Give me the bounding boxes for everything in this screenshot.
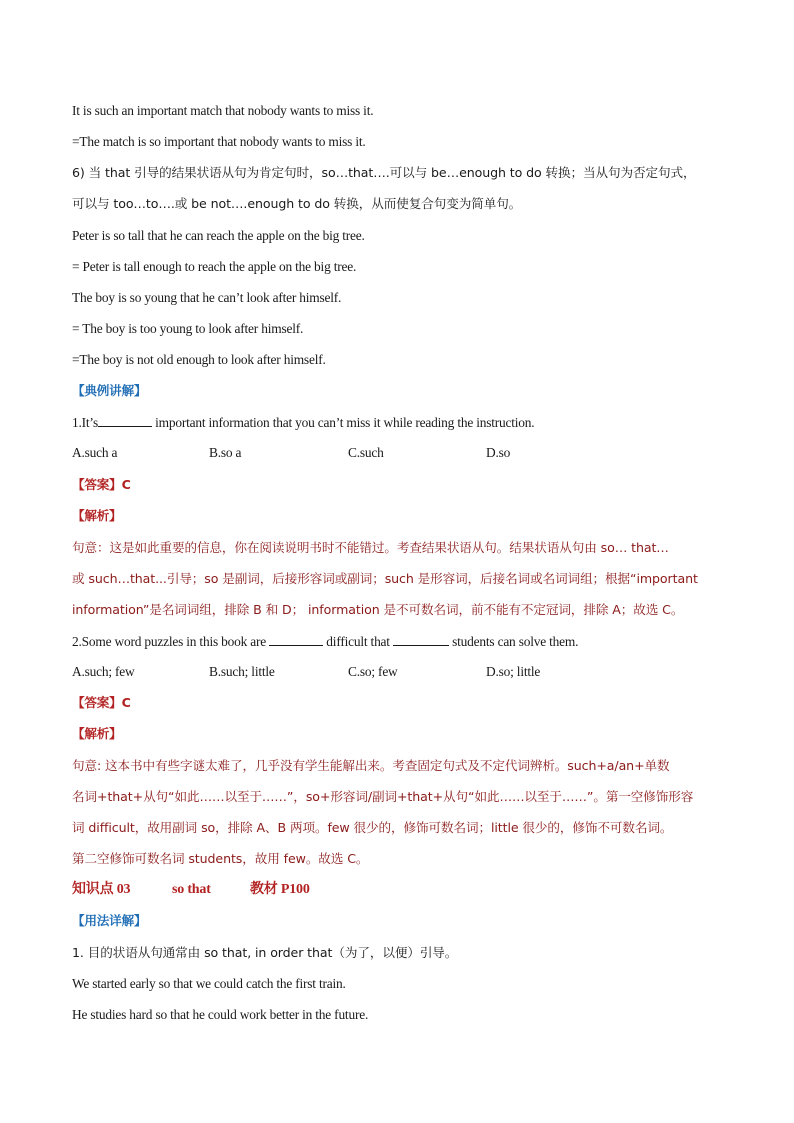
option-d: D.so; little bbox=[486, 664, 541, 679]
example-sentence: =The boy is not old enough to look after himself. bbox=[72, 352, 326, 367]
option-a: A.such a bbox=[72, 445, 118, 460]
example-sentence: The boy is so young that he can’t look after himself. bbox=[72, 290, 342, 305]
section-heading-examples: 【典例讲解】 bbox=[72, 383, 147, 398]
example-sentence: = The boy is too young to look after himself. bbox=[72, 321, 304, 336]
option-d: D.so bbox=[486, 445, 511, 460]
question-1-prefix: 1.It’s bbox=[72, 415, 98, 430]
option-b: B.such; little bbox=[209, 664, 275, 679]
analysis-text: 第二空修饰可数名词 students，故用 few。故选 C。 bbox=[72, 851, 369, 866]
section-heading-usage: 【用法详解】 bbox=[72, 913, 147, 928]
option-a: A.such; few bbox=[72, 664, 135, 679]
question-2-middle: difficult that bbox=[323, 634, 393, 649]
question-1 bbox=[72, 414, 730, 431]
question-2 bbox=[72, 633, 730, 650]
question-2-prefix: 2.Some word puzzles in this book are bbox=[72, 634, 270, 649]
analysis-label: 【解析】 bbox=[72, 508, 122, 523]
option-c: C.so; few bbox=[348, 664, 398, 679]
example-sentence: Peter is so tall that he can reach the apple on the big tree. bbox=[72, 228, 365, 243]
analysis-text: 词 difficult，故用副词 so，排除 A、B 两项。few 很少的，修饰可数名词；little 很少的，修饰不可数名词。 bbox=[72, 820, 673, 835]
analysis-text: 句意：这是如此重要的信息，你在阅读说明书时不能错过。考查结果状语从句。结果状语从句由 so… that… bbox=[72, 540, 669, 555]
example-sentence: = Peter is tall enough to reach the apple on the big tree. bbox=[72, 259, 357, 274]
analysis-text: 句意: 这本书中有些字谜太难了，几乎没有学生能解出来。考查固定句式及不定代词辨析。such+a/an+单数 bbox=[72, 758, 670, 773]
answer-blank bbox=[269, 633, 323, 646]
knowledge-point-topic: so that bbox=[172, 882, 211, 897]
question-1-suffix: important information that you can’t miss it while reading the instruction. bbox=[151, 415, 535, 430]
option-b: B.so a bbox=[209, 445, 242, 460]
example-sentence: He studies hard so that he could work better in the future. bbox=[72, 1007, 369, 1022]
example-sentence: We started early so that we could catch the first train. bbox=[72, 976, 346, 991]
question-2-suffix: students can solve them. bbox=[448, 634, 579, 649]
example-sentence: =The match is so important that nobody wants to miss it. bbox=[72, 134, 366, 149]
answer-blank bbox=[393, 633, 449, 646]
analysis-text: 名词+that+从句“如此……以至于……”，so+形容词/副词+that+从句“如此……以至于……”。第一空修饰形容 bbox=[72, 789, 694, 804]
usage-text: 1. 目的状语从句通常由 so that, in order that（为了，以便）引导。 bbox=[72, 945, 458, 960]
answer-blank bbox=[98, 414, 152, 427]
analysis-label: 【解析】 bbox=[72, 726, 122, 741]
example-sentence: It is such an important match that nobody wants to miss it. bbox=[72, 103, 374, 118]
answer-label: 【答案】C bbox=[72, 695, 131, 710]
knowledge-point-label: 知识点 03 bbox=[72, 882, 131, 897]
rule-text: 可以与 too…to….或 be not….enough to do 转换，从而使复合句变为简单句。 bbox=[72, 196, 522, 211]
analysis-text: 或 such…that...引导；so 是副词，后接形容词或副词；such 是形容词，后接名词或名词词组；根据“important bbox=[72, 571, 698, 586]
knowledge-point-source: 教材 P100 bbox=[250, 882, 310, 897]
option-c: C.such bbox=[348, 445, 384, 460]
answer-label: 【答案】C bbox=[72, 477, 131, 492]
analysis-text: information”是名词词组，排除 B 和 D； information 是不可数名词，前不能有不定冠词，排除 A；故选 C。 bbox=[72, 602, 684, 617]
rule-text: 6) 当 that 引导的结果状语从句为肯定句时，so…that….可以与 be…enough to do 转换；当从句为否定句式， bbox=[72, 165, 696, 180]
